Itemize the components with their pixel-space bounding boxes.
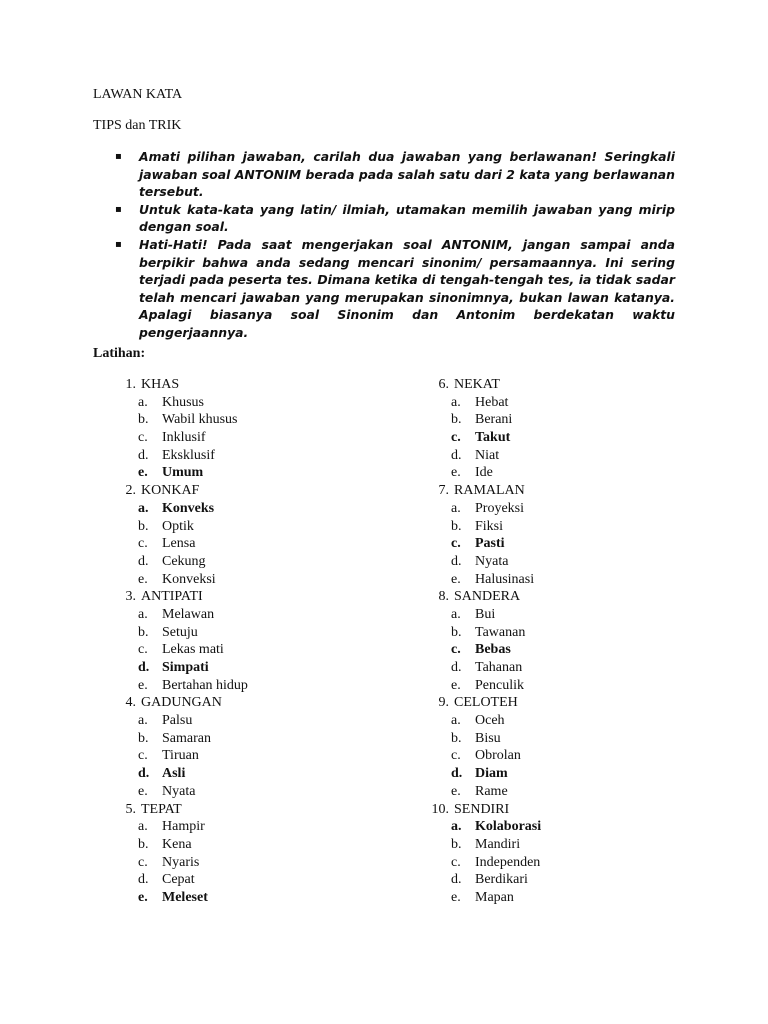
option-letter: c. — [451, 430, 461, 446]
question-number: 5. — [125, 801, 136, 817]
question-word: KHAS — [141, 377, 180, 392]
question-row — [112, 376, 412, 394]
option-letter: e. — [138, 571, 148, 587]
option-letter: d. — [451, 660, 462, 675]
option-item — [425, 836, 725, 854]
question-number: 1. — [125, 377, 136, 392]
tips-list — [115, 148, 675, 342]
question-word: ANTIPATI — [141, 589, 203, 605]
option-letter: b. — [138, 412, 149, 428]
question-word: SANDERA — [454, 589, 521, 605]
option-item — [425, 394, 725, 412]
option-item — [425, 553, 725, 571]
option-text: Rame — [475, 783, 508, 799]
questions-column-right — [425, 376, 725, 907]
option-letter: a. — [138, 394, 148, 410]
option-item — [425, 447, 725, 465]
option-letter: b. — [451, 412, 462, 428]
option-letter: d. — [451, 766, 463, 782]
option-letter: a. — [451, 500, 461, 516]
option-text: Proyeksi — [475, 500, 524, 516]
option-text: Ide — [475, 465, 493, 481]
question-number: 10. — [431, 801, 449, 817]
option-text: Bisu — [475, 730, 501, 746]
option-item — [425, 659, 725, 677]
question-word: NEKAT — [454, 377, 500, 392]
question-word: GADUNGAN — [141, 695, 222, 711]
option-item — [425, 747, 725, 765]
option-correct — [425, 429, 725, 447]
option-text: Nyaris — [162, 854, 200, 870]
option-item — [425, 854, 725, 872]
option-text: Asli — [162, 766, 186, 782]
option-text: Eksklusif — [162, 447, 215, 463]
option-text: Mapan — [475, 889, 514, 905]
option-letter: b. — [138, 624, 149, 640]
option-letter: e. — [138, 783, 148, 799]
option-letter: d. — [451, 447, 462, 463]
option-item — [425, 783, 725, 801]
option-text: Berdikari — [475, 872, 528, 888]
option-text: Optik — [162, 518, 194, 534]
option-text: Bui — [475, 606, 496, 622]
option-item — [425, 571, 725, 589]
option-letter: c. — [138, 748, 148, 764]
option-text: Oceh — [475, 713, 505, 729]
option-text: Berani — [475, 412, 513, 428]
option-text: Takut — [475, 430, 511, 446]
tip-text: Untuk kata-kata yang latin/ ilmiah, utamakan memilih jawaban yang mirip dengan soal. — [139, 201, 675, 235]
option-letter: e. — [451, 677, 461, 693]
option-correct — [112, 765, 412, 783]
tip-text: Amati pilihan jawaban, carilah dua jawaban yang berlawanan! Seringkali jawaban soal ANTONIM berada pada salah satu dari 2 kata yang berlawanan tersebut. — [139, 149, 675, 200]
option-text: Inklusif — [162, 430, 206, 446]
option-text: Wabil khusus — [162, 412, 238, 428]
question-block — [425, 801, 725, 907]
option-item — [425, 712, 725, 730]
option-letter: c. — [138, 642, 148, 658]
option-text: Cekung — [162, 553, 206, 569]
option-letter: b. — [451, 624, 462, 640]
option-item — [112, 871, 412, 889]
option-text: Palsu — [162, 713, 193, 729]
option-letter: b. — [138, 518, 149, 534]
option-item — [425, 677, 725, 695]
option-item — [112, 747, 412, 765]
question-row — [112, 588, 412, 606]
option-item — [112, 553, 412, 571]
option-letter: a. — [138, 606, 148, 622]
option-text: Konveksi — [162, 571, 216, 587]
question-number: 3. — [125, 589, 136, 605]
option-item — [112, 836, 412, 854]
option-letter: e. — [451, 783, 461, 799]
option-text: Hebat — [475, 394, 509, 410]
option-letter: b. — [451, 836, 462, 852]
option-item — [425, 730, 725, 748]
option-item — [112, 394, 412, 412]
question-number: 2. — [125, 483, 136, 499]
option-text: Meleset — [162, 889, 208, 905]
option-letter: e. — [451, 889, 461, 905]
question-number: 9. — [438, 695, 449, 711]
bullet-icon: ▪ — [115, 203, 122, 215]
question-number: 8. — [438, 589, 449, 605]
option-item — [425, 871, 725, 889]
option-item — [112, 854, 412, 872]
option-text: Pasti — [475, 536, 505, 552]
option-text: Simpati — [162, 660, 209, 675]
option-letter: c. — [138, 536, 148, 552]
question-block — [425, 694, 725, 800]
option-letter: c. — [451, 854, 461, 870]
question-row — [425, 376, 725, 394]
option-letter: a. — [138, 819, 148, 835]
option-letter: a. — [138, 713, 148, 729]
option-item — [112, 677, 412, 695]
option-correct — [112, 500, 412, 518]
option-letter: a. — [451, 713, 461, 729]
tip-text: Hati-Hati! Pada saat mengerjakan soal ANTONIM, jangan sampai anda berpikir bahwa anda sedang mencari sinonim/ persamaannya. Ini sering terjadi pada peserta tes. Dimana ketika di tengah-tengah tes, ia tidak sadar telah mencari jawaban yang merupakan sinonimnya, bukan lawan katanya. Apalagi biasanya soal Sinonim dan Antonim berdekatan waktu pengerjaannya. — [139, 236, 675, 340]
question-word: KONKAF — [141, 483, 200, 499]
option-letter: a. — [138, 500, 149, 516]
option-item — [112, 535, 412, 553]
option-item — [112, 783, 412, 801]
option-letter: c. — [451, 642, 461, 658]
option-letter: e. — [138, 677, 148, 693]
option-item — [425, 500, 725, 518]
option-letter: a. — [451, 394, 461, 410]
question-block — [112, 376, 412, 482]
tip-item — [115, 201, 675, 236]
option-text: Kolaborasi — [475, 819, 542, 835]
option-letter: d. — [138, 660, 150, 675]
question-block — [425, 588, 725, 694]
option-text: Obrolan — [475, 748, 521, 764]
option-item — [425, 464, 725, 482]
option-text: Tahanan — [475, 660, 523, 675]
option-text: Nyata — [475, 553, 509, 569]
question-block — [425, 376, 725, 482]
option-text: Konveks — [162, 500, 215, 516]
option-letter: b. — [451, 518, 462, 534]
option-text: Mandiri — [475, 836, 521, 852]
section-heading-latihan: Latihan: — [93, 346, 146, 361]
option-text: Melawan — [162, 606, 215, 622]
option-letter: d. — [451, 872, 462, 888]
option-letter: a. — [451, 606, 461, 622]
option-item — [112, 818, 412, 836]
question-row — [425, 694, 725, 712]
option-letter: e. — [138, 465, 148, 481]
option-text: Lekas mati — [162, 642, 224, 658]
option-text: Samaran — [162, 730, 211, 746]
option-correct — [112, 659, 412, 677]
option-item — [112, 447, 412, 465]
question-row — [425, 482, 725, 500]
section-heading-tips: TIPS dan TRIK — [93, 118, 182, 133]
option-letter: a. — [451, 819, 462, 835]
questions-column-left — [112, 376, 412, 907]
question-row — [425, 801, 725, 819]
option-correct — [425, 535, 725, 553]
option-text: Penculik — [475, 677, 524, 693]
option-text: Hampir — [162, 819, 205, 835]
option-item — [112, 429, 412, 447]
option-text: Umum — [162, 465, 204, 481]
option-letter: d. — [138, 766, 150, 782]
question-number: 7. — [438, 483, 449, 499]
option-item — [425, 518, 725, 536]
option-letter: b. — [138, 730, 149, 746]
option-text: Cepat — [162, 872, 195, 888]
option-item — [112, 730, 412, 748]
option-letter: b. — [451, 730, 462, 746]
option-text: Kena — [162, 836, 192, 852]
option-text: Independen — [475, 854, 541, 870]
question-word: RAMALAN — [454, 483, 525, 499]
option-letter: e. — [451, 465, 461, 481]
option-text: Setuju — [162, 624, 198, 640]
question-word: TEPAT — [141, 801, 182, 817]
bullet-icon: ▪ — [115, 238, 122, 250]
option-letter: c. — [451, 748, 461, 764]
option-letter: d. — [138, 553, 149, 569]
option-letter: c. — [138, 430, 148, 446]
question-row — [112, 482, 412, 500]
question-block — [112, 694, 412, 800]
option-text: Tiruan — [162, 748, 199, 764]
option-item — [425, 606, 725, 624]
question-block — [112, 801, 412, 907]
option-text: Lensa — [162, 536, 196, 552]
option-letter: e. — [138, 889, 148, 905]
option-correct — [425, 765, 725, 783]
option-correct — [425, 818, 725, 836]
page-title: LAWAN KATA — [93, 87, 183, 102]
option-text: Niat — [475, 447, 500, 463]
option-item — [112, 411, 412, 429]
option-text: Khusus — [162, 394, 205, 410]
question-row — [112, 694, 412, 712]
option-text: Halusinasi — [475, 571, 535, 587]
tip-item — [115, 148, 675, 201]
question-word: SENDIRI — [454, 801, 510, 817]
option-item — [112, 518, 412, 536]
question-row — [112, 801, 412, 819]
option-letter: c. — [138, 854, 148, 870]
question-row — [425, 588, 725, 606]
question-block — [425, 482, 725, 588]
option-letter: b. — [138, 836, 149, 852]
question-block — [112, 482, 412, 588]
option-correct — [425, 641, 725, 659]
option-item — [112, 624, 412, 642]
option-text: Bertahan hidup — [162, 677, 248, 693]
option-text: Nyata — [162, 783, 196, 799]
bullet-icon: ▪ — [115, 151, 122, 162]
question-block — [112, 588, 412, 694]
option-letter: e. — [451, 571, 461, 587]
option-letter: d. — [138, 447, 149, 463]
option-text: Bebas — [475, 642, 511, 658]
option-item — [425, 889, 725, 907]
option-text: Diam — [475, 766, 508, 782]
question-number: 4. — [125, 695, 136, 711]
question-word: CELOTEH — [454, 695, 518, 711]
option-text: Tawanan — [475, 624, 526, 640]
option-letter: c. — [451, 536, 461, 552]
option-letter: d. — [138, 872, 149, 888]
question-number: 6. — [438, 377, 449, 392]
tip-item — [115, 236, 675, 342]
option-item — [112, 641, 412, 659]
option-item — [425, 411, 725, 429]
option-correct — [112, 464, 412, 482]
option-letter: d. — [451, 553, 462, 569]
option-correct — [112, 889, 412, 907]
option-item — [425, 624, 725, 642]
option-text: Fiksi — [475, 518, 504, 534]
option-item — [112, 571, 412, 589]
option-item — [112, 606, 412, 624]
option-item — [112, 712, 412, 730]
